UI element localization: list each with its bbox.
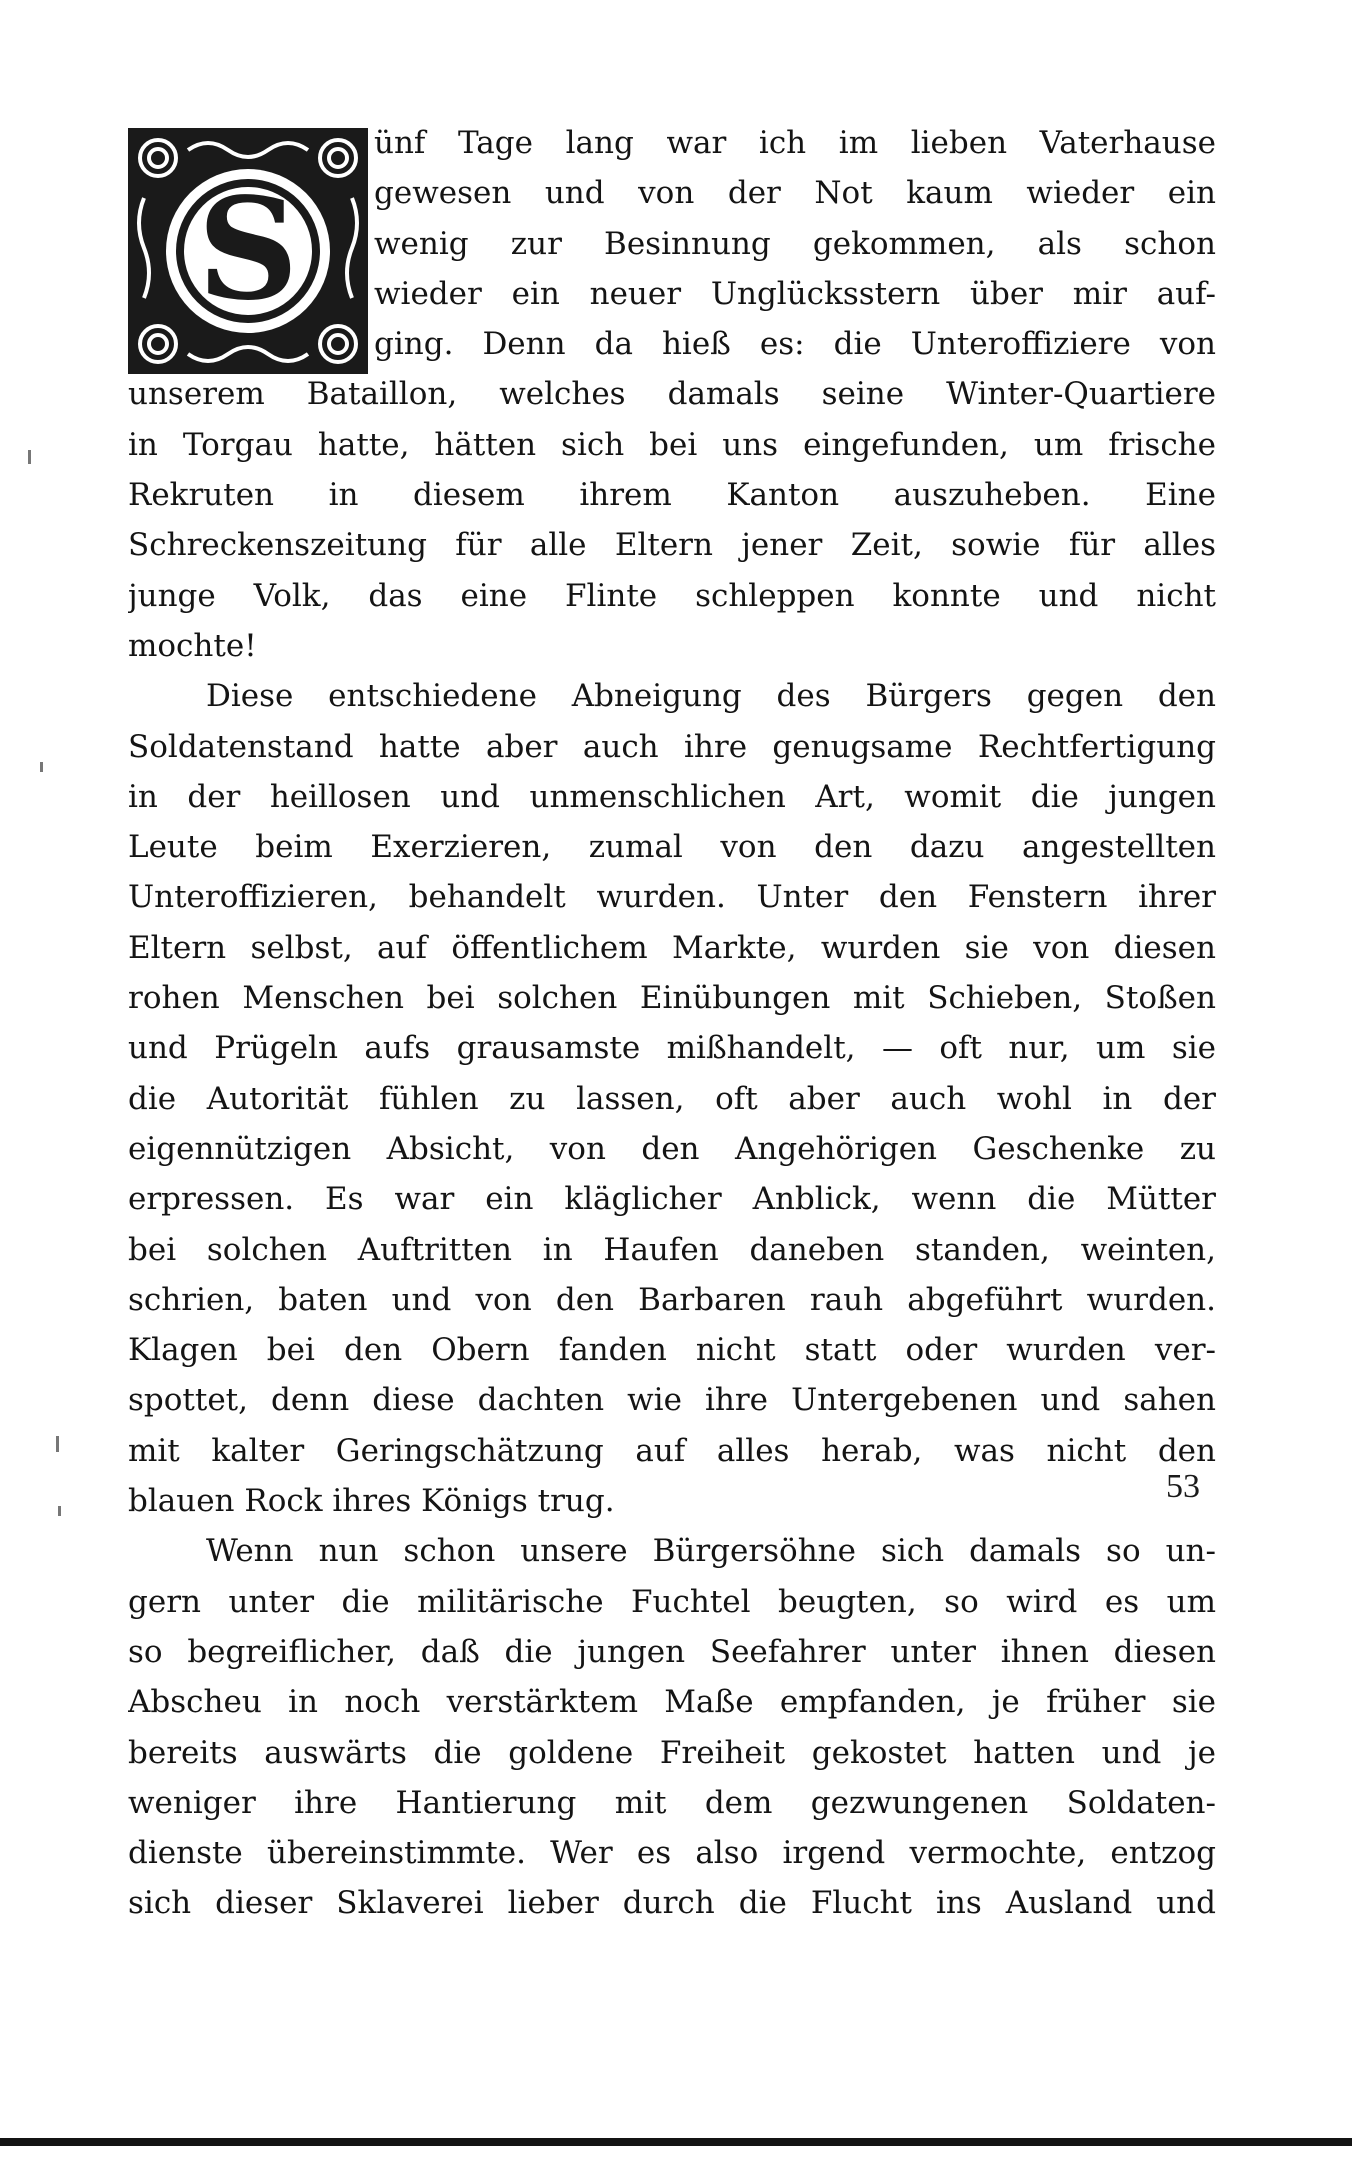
text-line: Schreckenszeitung für alle Eltern jener Zeit, sowie für alles	[128, 527, 1216, 564]
text-line: schrien, baten und von den Barbaren rauh abgeführt wurden.	[128, 1281, 1216, 1318]
text-line: eigennützigen Absicht, von den Angehörigen Geschenke zu	[128, 1130, 1216, 1167]
text-line: und Prügeln aufs grausamste mißhandelt, — oft nur, um sie	[128, 1030, 1216, 1067]
text-line: in der heillosen und unmenschlichen Art, womit die jungen	[128, 778, 1216, 815]
text-line: sich dieser Sklaverei lieber durch die Flucht ins Ausland und	[128, 1885, 1216, 1922]
text-line: Unteroffizieren, behandelt wurden. Unter den Fenstern ihrer	[128, 879, 1216, 916]
scan-artifact	[58, 1506, 61, 1516]
text-line: erpressen. Es war ein kläglicher Anblick, wenn die Mütter	[128, 1181, 1216, 1218]
text-line: mit kalter Geringschätzung auf alles herab, was nicht den	[128, 1432, 1216, 1469]
text-line: in Torgau hatte, hätten sich bei uns eingefunden, um frische	[128, 426, 1216, 463]
text-line: Diese entschiedene Abneigung des Bürgers gegen den	[206, 678, 1216, 715]
initial-letter: S	[197, 168, 299, 332]
scan-artifact	[40, 762, 43, 772]
text-line: weniger ihre Hantierung mit dem gezwungenen Soldaten-	[128, 1784, 1216, 1821]
text-line: Klagen bei den Obern fanden nicht statt oder wurden ver-	[128, 1332, 1216, 1369]
text-line: ünf Tage lang war ich im lieben Vaterhause	[374, 125, 1216, 161]
text-line: bei solchen Auftritten in Haufen daneben standen, weinten,	[128, 1231, 1216, 1268]
text-line: Leute beim Exerzieren, zumal von den dazu angestellten	[128, 829, 1216, 866]
text-line: junge Volk, das eine Flinte schleppen konnte und nicht	[128, 577, 1216, 614]
text-line: rohen Menschen bei solchen Einübungen mit Schieben, Stoßen	[128, 980, 1216, 1017]
text-line: unserem Bataillon, welches damals seine Winter-Quartiere	[128, 376, 1216, 413]
text-line: spottet, denn diese dachten wie ihre Untergebenen und sahen	[128, 1382, 1216, 1419]
text-line: Eltern selbst, auf öffentlichem Markte, wurden sie von diesen	[128, 929, 1216, 966]
text-line: gern unter die militärische Fuchtel beugten, so wird es um	[128, 1583, 1216, 1620]
text-line: mochte!	[128, 627, 257, 664]
text-line: Wenn nun schon unsere Bürgersöhne sich damals so un-	[206, 1533, 1216, 1570]
text-line: gewesen und von der Not kaum wieder ein	[374, 175, 1216, 212]
text-line: so begreiflicher, daß die jungen Seefahrer unter ihnen diesen	[128, 1633, 1216, 1670]
text-line: wieder ein neuer Unglücksstern über mir auf-	[374, 275, 1216, 312]
text-line: Soldatenstand hatte aber auch ihre genugsame Rechtfertigung	[128, 728, 1216, 765]
text-line: blauen Rock ihres Königs trug.	[128, 1483, 615, 1520]
text-line: ging. Denn da hieß es: die Unteroffiziere von	[374, 326, 1216, 363]
page-bottom-edge	[0, 2138, 1352, 2146]
text-line: Rekruten in diesem ihrem Kanton auszuheben. Eine	[128, 477, 1216, 514]
text-line: Abscheu in noch verstärktem Maße empfanden, je früher sie	[128, 1684, 1216, 1721]
text-line: dienste übereinstimmte. Wer es also irgend vermochte, entzog	[128, 1835, 1216, 1872]
scan-artifact	[28, 450, 31, 464]
text-line: wenig zur Besinnung gekommen, als schon	[374, 225, 1216, 262]
text-line: bereits auswärts die goldene Freiheit gekostet hatten und je	[128, 1734, 1216, 1771]
body-text	[128, 118, 1216, 1929]
scan-artifact	[56, 1436, 59, 1452]
text-line: die Autorität fühlen zu lassen, oft aber auch wohl in der	[128, 1080, 1216, 1117]
page-number: 53	[1166, 1468, 1200, 1505]
